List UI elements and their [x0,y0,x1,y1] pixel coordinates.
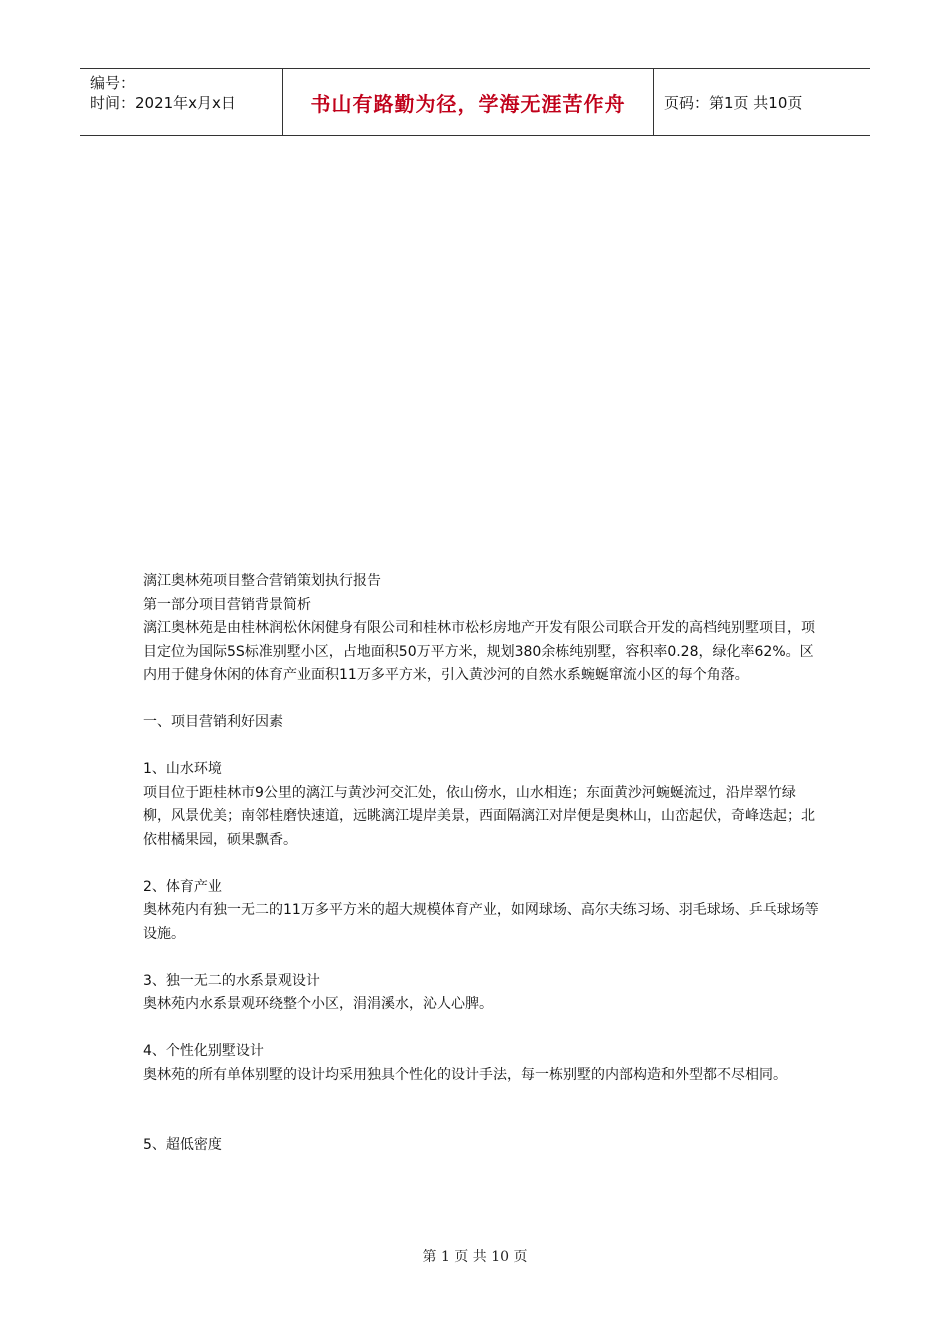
subsection3-heading: 3、独一无二的水系景观设计 [143,972,320,989]
subsection1-heading: 1、山水环境 [143,761,222,777]
header-page-info: 页码：第1页 共10页 [664,93,803,112]
page-footer: 第 1 页 共 10 页 [422,1249,528,1265]
document-time-label: 时间：2021年x月x日 [90,94,236,112]
page-header [80,68,870,136]
header-meta [80,69,282,135]
subsection2-heading: 2、体育产业 [143,878,222,895]
document-title: 漓江奥林苑项目整合营销策划执行报告 [143,573,381,589]
subsection5-heading: 5、超低密度 [143,1137,222,1153]
part1-heading: 第一部分项目营销背景简析 [143,596,311,613]
subsection2-text: 奥林苑内有独一无二的11万多平方米的超大规模体育产业，如网球场、高尔夫练习场、羽毛球场、乒乓球场等设施。 [143,902,819,942]
document-body [143,570,823,1158]
subsection4-text: 奥林苑的所有单体别墅的设计均采用独具个性化的设计手法，每一栋别墅的内部构造和外型都不尽相同。 [143,1066,787,1083]
intro-paragraph: 漓江奥林苑是由桂林润松休闲健身有限公司和桂林市松杉房地产开发有限公司联合开发的高档纯别墅项目，项目定位为国际5S标准别墅小区，占地面积50万平方米，规划380余栋纯别墅，容积率0.28，绿化率62%。区内用于健身休闲的体育产业面积11万多平方米，引入黄沙河的自然水系蜿蜒窜流小区的每个角落。 [143,620,815,683]
header-motto: 书山有路勤为径，学海无涯苦作舟 [282,69,654,135]
subsection1-text: 项目位于距桂林市9公里的漓江与黄沙河交汇处，依山傍水，山水相连；东面黄沙河蜿蜒流过，沿岸翠竹绿柳，风景优美；南邻桂磨快速道，远眺漓江堤岸美景，西面隔漓江对岸便是奥林山，山峦起伏，奇峰迭起；北依柑橘果园，硕果飘香。 [143,784,815,848]
section1-heading: 一、项目营销利好因素 [143,714,283,730]
subsection3-text: 奥林苑内水系景观环绕整个小区，涓涓溪水，沁人心脾。 [143,996,493,1012]
document-number-label: 编号： [90,74,136,92]
subsection4-heading: 4、个性化别墅设计 [143,1043,264,1059]
